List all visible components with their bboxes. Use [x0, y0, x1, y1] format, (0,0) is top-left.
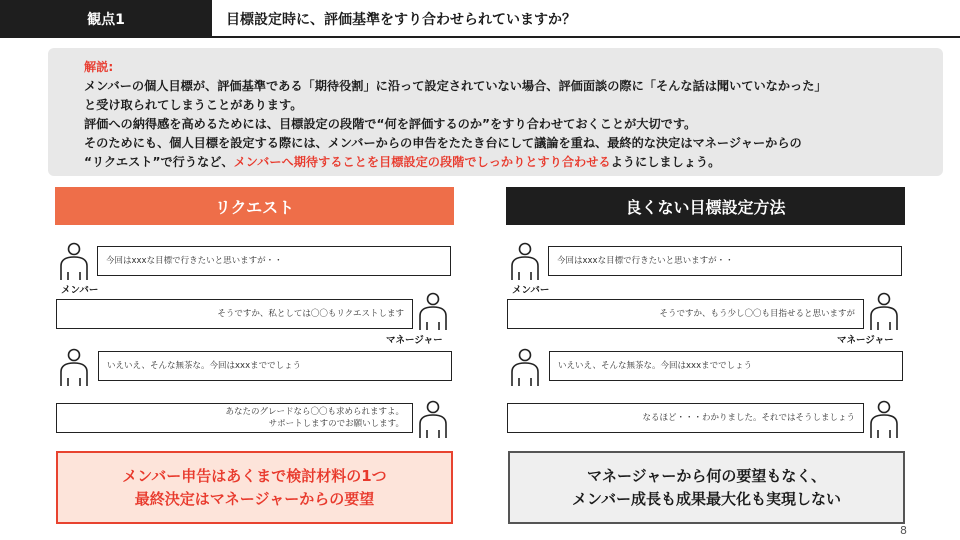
dialogue-bubble: いえいえ、そんな無茶な。今回はxxxまででしょう: [549, 351, 903, 381]
explanation-line: [84, 153, 943, 172]
summary-line: 最終決定はマネージャーからの要望: [134, 489, 375, 508]
dialogue-text: サポートしますのでお願いします。: [268, 419, 404, 429]
person-icon: [59, 242, 89, 282]
person-icon: [418, 400, 448, 440]
person-icon: [510, 242, 540, 282]
summary-line: メンバー申告はあくまで検討材料の1つ: [122, 466, 387, 485]
slide-title: 目標設定時に、評価基準をすり合わせられていますか？: [226, 12, 576, 28]
dialogue-bubble: なるほど・・・わかりました。それではそうしましょう: [507, 403, 864, 433]
person-icon: [510, 348, 540, 388]
person-icon: [869, 292, 899, 332]
bad-method-column-header: 良くない目標設定方法: [506, 187, 905, 225]
explanation-line: 評価への納得感を高めるためには、目標設定の段階で“何を評価するのか”をすり合わせておくことが大切です。: [84, 117, 697, 131]
explanation-line: そのためにも、個人目標を設定する際には、メンバーからの申告をたたき台にして議論を重ね、最終的な決定はマネージャーからの: [84, 136, 802, 150]
viewpoint-tag: 観点1: [0, 0, 212, 38]
summary-line: メンバー成長も成果最大化も実現しない: [572, 489, 841, 508]
person-icon: [869, 400, 899, 440]
dialogue-bubble: そうですか、もう少し〇〇も目指せると思いますが: [507, 299, 864, 329]
text-normal: ようにしましょう。: [610, 155, 721, 169]
summary-line: マネージャーから何の要望もなく、: [586, 466, 827, 485]
dialogue-bubble: 今回はxxxな目標で行きたいと思いますが・・: [97, 246, 451, 276]
page-number: 8: [900, 524, 907, 537]
dialogue-bubble: [56, 403, 413, 433]
dialogue-text: あなたのグレードなら〇〇も求められますよ。: [225, 407, 404, 417]
person-icon: [418, 292, 448, 332]
role-label-manager: マネージャー: [837, 335, 894, 346]
explanation-label: 解説:: [84, 60, 114, 74]
explanation-line: メンバーの個人目標が、評価基準である「期待役割」に沿って設定されていない場合、評価面談の際に「そんな話は聞いていなかった」: [84, 79, 827, 93]
request-summary-box: [56, 451, 453, 524]
role-label-member: メンバー: [61, 285, 99, 296]
bad-method-summary-box: [508, 451, 905, 524]
text-normal: “リクエスト”で行うなど、: [84, 155, 234, 169]
dialogue-bubble: 今回はxxxな目標で行きたいと思いますが・・: [548, 246, 902, 276]
role-label-member: メンバー: [512, 285, 550, 296]
explanation-line: と受け取られてしまうことがあります。: [84, 98, 303, 112]
request-column-header: リクエスト: [55, 187, 454, 225]
text-highlight: メンバーへ期待することを目標設定の段階でしっかりとすり合わせる: [233, 155, 611, 169]
explanation-box: [48, 48, 943, 176]
dialogue-bubble: そうですか、私としては〇〇もリクエストします: [56, 299, 413, 329]
dialogue-bubble: いえいえ、そんな無茶な。今回はxxxまででしょう: [98, 351, 452, 381]
person-icon: [59, 348, 89, 388]
role-label-manager: マネージャー: [386, 335, 443, 346]
slide-header: [0, 0, 960, 38]
